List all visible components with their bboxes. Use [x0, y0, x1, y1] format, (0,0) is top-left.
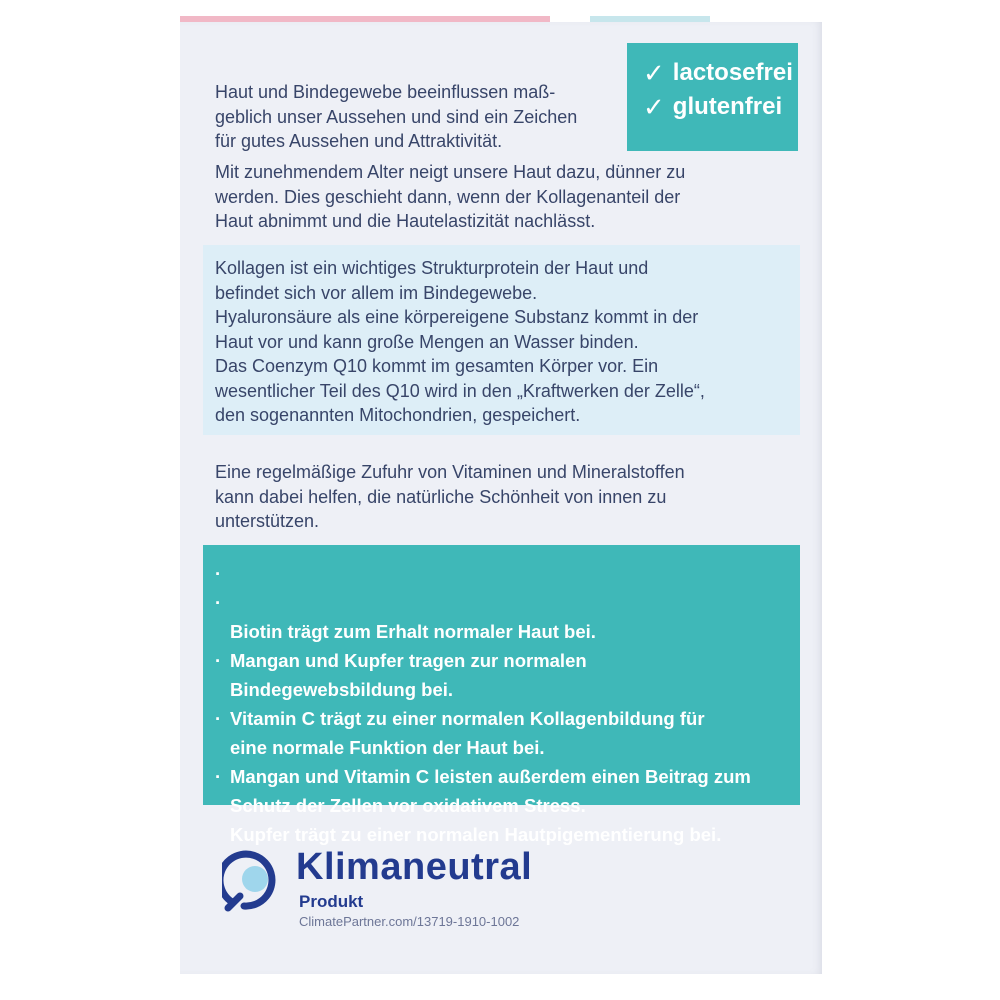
intro-paragraph: Haut und Bindegewebe beeinflussen maß- geblich unser Aussehen und sind ein Zeichen für gutes Aussehen und Attraktivität.	[215, 82, 578, 151]
claim-text: Mangan und Vitamin C leisten außerdem einen Beitrag zum Schutz der Zellen vor oxidativem Stress.	[230, 766, 751, 816]
climate-partner-icon	[222, 848, 286, 912]
check-icon: ✓	[643, 58, 665, 88]
bullet-dot: ·	[215, 592, 222, 613]
bullet-dot: ·	[215, 766, 222, 787]
bullet-dot: ·	[215, 708, 222, 729]
claim-text: Kupfer trägt zu einer normalen Hautpigementierung bei.	[230, 824, 722, 845]
climate-partner-url: ClimatePartner.com/13719-1910-1002	[299, 914, 520, 929]
check-icon: ✓	[643, 92, 665, 122]
free-from-badge	[627, 43, 798, 151]
aging-paragraph: Mit zunehmendem Alter neigt unsere Haut dazu, dünner zu werden. Dies geschieht dann, wenn der Kollagenanteil der Haut abnimmt und die Hautelastizität nachlässt.	[215, 162, 686, 231]
klimaneutral-title: Klimaneutral	[296, 846, 533, 888]
gluten-free-label: glutenfrei	[672, 93, 783, 120]
bullet-dot: ·	[215, 563, 222, 584]
bullet-dot: ·	[215, 650, 222, 671]
claim-text: Biotin trägt zum Erhalt normaler Haut bei.	[230, 621, 596, 642]
vitamins-paragraph: Eine regelmäßige Zufuhr von Vitaminen und Mineralstoffen kann dabei helfen, die natürliche Schönheit von innen zu unterstützen.	[215, 462, 685, 531]
claim-text: Mangan und Kupfer tragen zur normalen Bindegewebsbildung bei.	[230, 650, 587, 700]
gluten-free-line	[643, 91, 782, 123]
produkt-subtitle: Produkt	[299, 892, 364, 911]
health-claims-box	[203, 545, 800, 845]
claim-text: Vitamin C trägt zu einer normalen Kollagenbildung für eine normale Funktion der Haut bei.	[230, 708, 705, 758]
ingredients-paragraph: Kollagen ist ein wichtiges Strukturprotein der Haut und befindet sich vor allem im Bindegewebe. Hyaluronsäure als eine körpereigene Substanz kommt in der Haut vor und kann große Mengen an Wasser binden. Das Coenzym Q10 kommt im gesamten Körper vor. Ein wesentlicher Teil des Q10 wird in den „Kraftwerken der Zelle“, den sogenannten Mitochondrien, gespeichert.	[215, 258, 705, 425]
lactose-free-label: lactosefrei	[672, 59, 793, 86]
lactose-free-line	[643, 57, 793, 89]
